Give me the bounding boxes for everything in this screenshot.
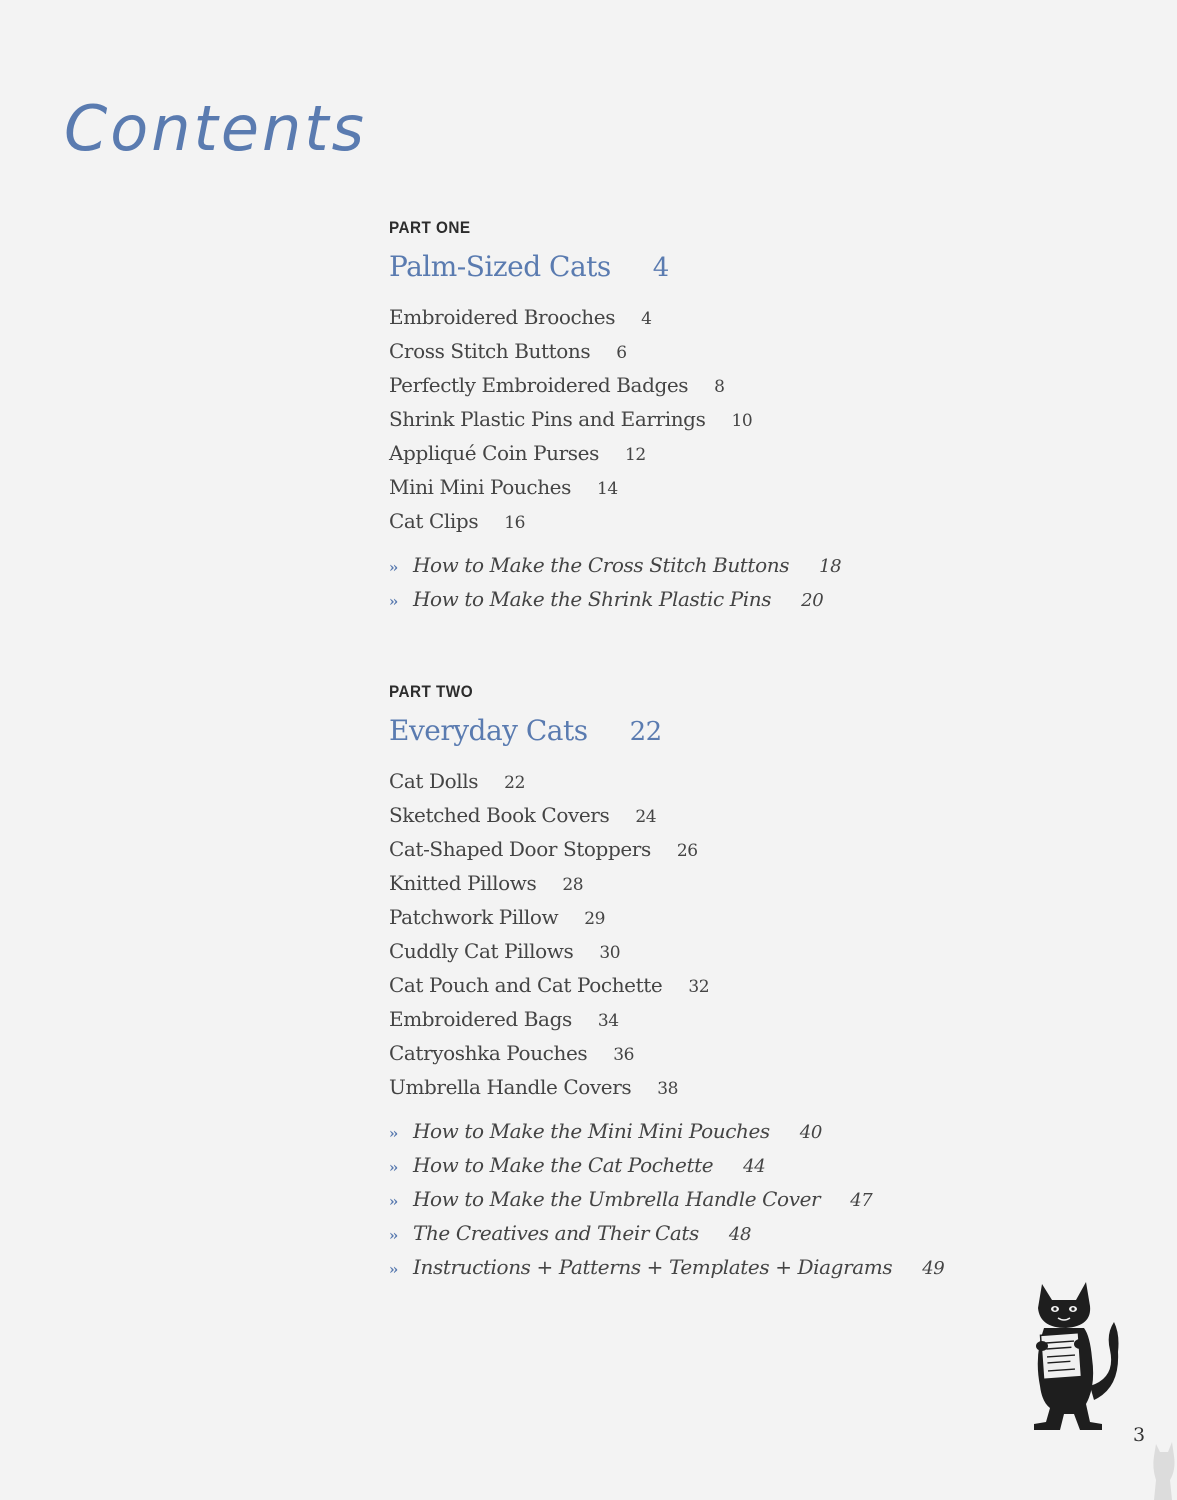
entry-title: Sketched Book Covers <box>389 803 610 827</box>
entry-page: 4 <box>641 309 652 329</box>
howto-page: 48 <box>728 1224 751 1245</box>
toc-entry[interactable] <box>389 402 752 436</box>
part-two-label: PART TWO <box>389 682 474 701</box>
toc-entry[interactable] <box>389 470 752 504</box>
toc-entry[interactable] <box>389 900 709 934</box>
toc-entry[interactable] <box>389 1070 709 1104</box>
double-chevron-icon: ›› <box>389 1262 397 1278</box>
part-one-label: PART ONE <box>389 218 471 237</box>
entry-title: Knitted Pillows <box>389 871 537 895</box>
entry-page: 14 <box>596 479 618 499</box>
page-number: 3 <box>1133 1424 1146 1446</box>
howto-entry[interactable] <box>389 582 841 616</box>
toc-entry[interactable] <box>389 300 752 334</box>
toc-entry[interactable] <box>389 1036 709 1070</box>
part-title-page: 4 <box>652 253 669 283</box>
part-title-text: Everyday Cats <box>389 714 588 747</box>
toc-entry[interactable] <box>389 504 752 538</box>
double-chevron-icon: ›› <box>389 1126 397 1142</box>
howto-title: How to Make the Cross Stitch Buttons <box>413 553 790 577</box>
part-one-entries <box>389 300 752 538</box>
howto-entry[interactable] <box>389 1114 944 1148</box>
howto-title: Instructions + Patterns + Templates + Diagrams <box>413 1255 893 1279</box>
howto-page: 44 <box>743 1156 766 1177</box>
entry-title: Cat Pouch and Cat Pochette <box>389 973 663 997</box>
entry-page: 12 <box>624 445 646 465</box>
entry-title: Umbrella Handle Covers <box>389 1075 632 1099</box>
entry-page: 8 <box>714 377 725 397</box>
howto-title: How to Make the Umbrella Handle Cover <box>413 1187 821 1211</box>
howto-page: 18 <box>819 556 842 577</box>
howto-title: How to Make the Shrink Plastic Pins <box>413 587 772 611</box>
double-chevron-icon: ›› <box>389 560 397 576</box>
entry-title: Catryoshka Pouches <box>389 1041 588 1065</box>
entry-title: Embroidered Bags <box>389 1007 572 1031</box>
entry-title: Cat Clips <box>389 509 479 533</box>
entry-page: 10 <box>731 411 753 431</box>
toc-entry[interactable] <box>389 798 709 832</box>
entry-title: Appliqué Coin Purses <box>389 441 599 465</box>
entry-title: Cuddly Cat Pillows <box>389 939 574 963</box>
double-chevron-icon: ›› <box>389 1228 397 1244</box>
part-title-text: Palm-Sized Cats <box>389 250 611 283</box>
howto-page: 47 <box>850 1190 873 1211</box>
entry-title: Cat Dolls <box>389 769 479 793</box>
entry-page: 26 <box>676 841 698 861</box>
double-chevron-icon: ›› <box>389 1160 397 1176</box>
toc-entry[interactable] <box>389 436 752 470</box>
toc-entry[interactable] <box>389 764 709 798</box>
toc-entry[interactable] <box>389 968 709 1002</box>
page-title: Contents <box>64 92 367 165</box>
entry-page: 34 <box>597 1011 619 1031</box>
howto-title: How to Make the Cat Pochette <box>413 1153 714 1177</box>
howto-page: 49 <box>922 1258 945 1279</box>
entry-page: 32 <box>688 977 710 997</box>
howto-entry[interactable] <box>389 1216 944 1250</box>
entry-page: 24 <box>635 807 657 827</box>
entry-title: Cross Stitch Buttons <box>389 339 591 363</box>
entry-title: Cat-Shaped Door Stoppers <box>389 837 651 861</box>
black-cat-holding-newspaper-icon <box>1020 1276 1125 1436</box>
toc-entry[interactable] <box>389 368 752 402</box>
howto-page: 20 <box>801 590 824 611</box>
toc-entry[interactable] <box>389 1002 709 1036</box>
entry-page: 22 <box>504 773 525 793</box>
entry-page: 38 <box>657 1079 679 1099</box>
entry-page: 36 <box>613 1045 635 1065</box>
howto-title: The Creatives and Their Cats <box>413 1221 699 1245</box>
toc-entry[interactable] <box>389 934 709 968</box>
howto-entry[interactable] <box>389 1250 944 1284</box>
part-one-howto <box>389 548 841 616</box>
howto-entry[interactable] <box>389 548 841 582</box>
entry-title: Perfectly Embroidered Badges <box>389 373 689 397</box>
entry-page: 16 <box>504 513 526 533</box>
entry-page: 29 <box>584 909 606 929</box>
double-chevron-icon: ›› <box>389 1194 397 1210</box>
cat-silhouette-icon <box>1150 1440 1177 1500</box>
howto-page: 40 <box>799 1122 822 1143</box>
howto-entry[interactable] <box>389 1148 944 1182</box>
howto-entry[interactable] <box>389 1182 944 1216</box>
part-one-title[interactable] <box>389 250 669 283</box>
entry-title: Mini Mini Pouches <box>389 475 571 499</box>
entry-title: Embroidered Brooches <box>389 305 616 329</box>
toc-entry[interactable] <box>389 334 752 368</box>
toc-entry[interactable] <box>389 866 709 900</box>
entry-page: 28 <box>562 875 584 895</box>
entry-title: Patchwork Pillow <box>389 905 559 929</box>
part-two-title[interactable] <box>389 714 662 747</box>
toc-entry[interactable] <box>389 832 709 866</box>
double-chevron-icon: ›› <box>389 594 397 610</box>
howto-title: How to Make the Mini Mini Pouches <box>413 1119 770 1143</box>
entry-page: 30 <box>599 943 621 963</box>
part-two-howto <box>389 1114 944 1284</box>
part-title-page: 22 <box>629 717 662 747</box>
part-two-entries <box>389 764 709 1104</box>
entry-page: 6 <box>616 343 627 363</box>
entry-title: Shrink Plastic Pins and Earrings <box>389 407 706 431</box>
